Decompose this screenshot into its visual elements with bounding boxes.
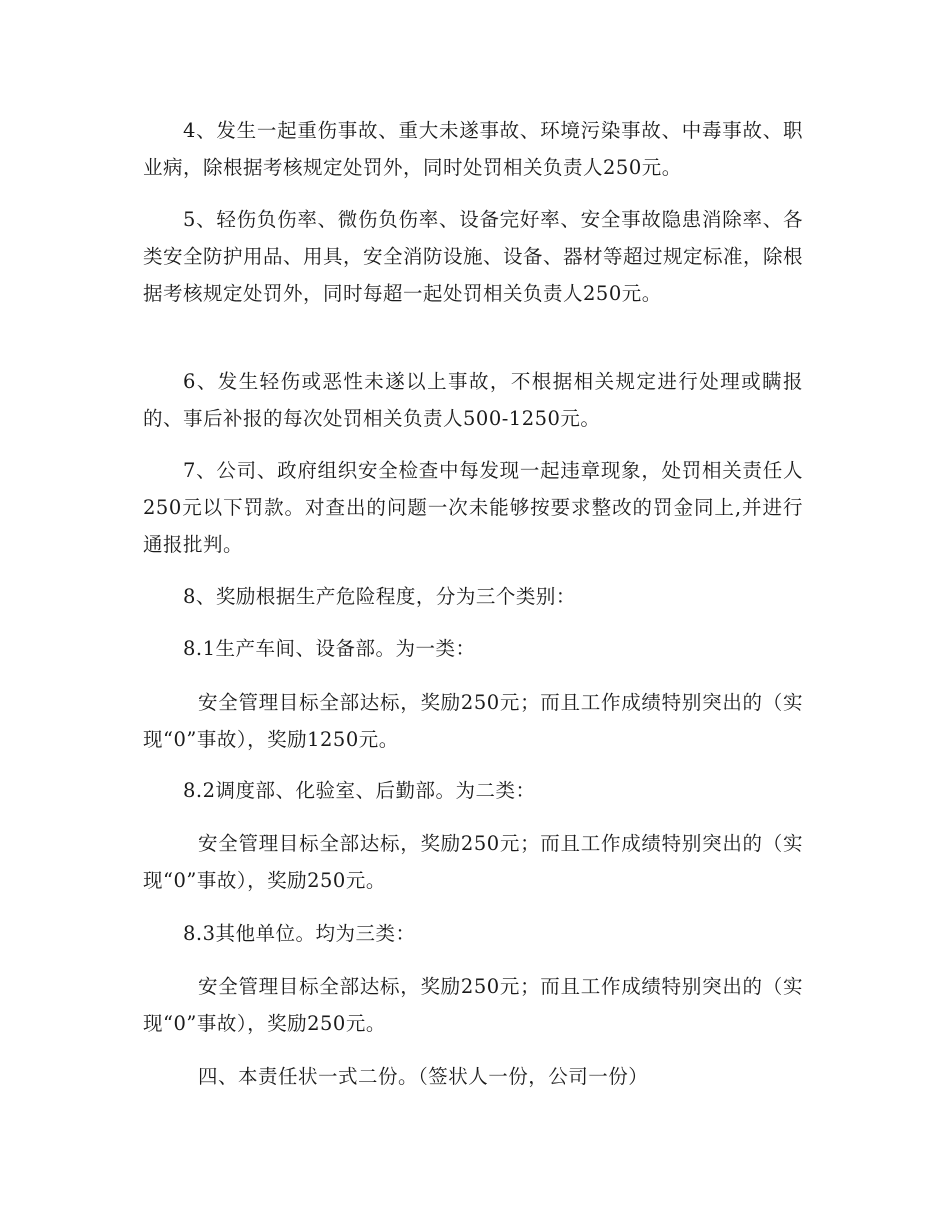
paragraph-item-8: 8、奖励根据生产危险程度，分为三个类别： [183,585,576,608]
paragraph-reward-class-2: 安全管理目标全部达标，奖励250元；而且工作成绩特别突出的（实现“0”事故），奖励250元。 [143,832,803,892]
paragraph-reward-class-3: 安全管理目标全部达标，奖励250元；而且工作成绩特别突出的（实现“0”事故），奖励250元。 [143,975,803,1035]
paragraph-item-8-2: 8.2调度部、化验室、后勤部。为二类： [183,779,536,802]
paragraph-reward-class-1: 安全管理目标全部达标，奖励250元；而且工作成绩特别突出的（实现“0”事故），奖励1250元。 [143,691,803,751]
paragraph-item-6: 6、发生轻伤或恶性未遂以上事故，不根据相关规定进行处理或瞒报的、事后补报的每次处罚相关负责人500-1250元。 [143,370,803,430]
paragraph-item-8-3: 8.3其他单位。均为三类： [183,922,416,945]
paragraph-section-4: 四、本责任状一式二份。（签状人一份，公司一份） [198,1065,649,1088]
paragraph-item-4: 4、发生一起重伤事故、重大未遂事故、环境污染事故、中毒事故、职业病，除根据考核规定处罚外，同时处罚相关负责人250元。 [143,119,803,179]
paragraph-item-5: 5、轻伤负伤率、微伤负伤率、设备完好率、安全事故隐患消除率、各类安全防护用品、用具，安全消防设施、设备、器材等超过规定标准，除根据考核规定处罚外，同时每超一起处罚相关负责人250元。 [143,208,804,305]
paragraph-item-7: 7、公司、政府组织安全检查中每发现一起违章现象，处罚相关责任人250元以下罚款。对查出的问题一次未能够按要求整改的罚金同上,并进行通报批判。 [143,459,803,556]
paragraph-item-8-1: 8.1生产车间、设备部。为一类： [183,637,476,660]
